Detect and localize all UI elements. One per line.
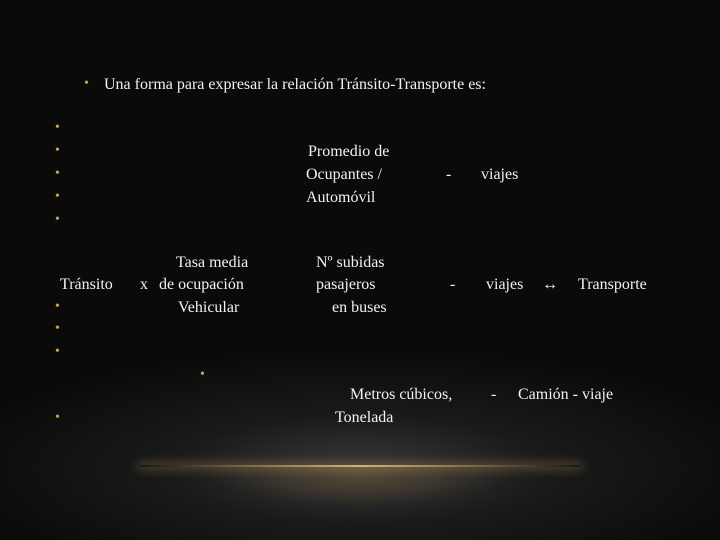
row1-col-line1: Promedio de [308, 143, 390, 160]
bullet-1: • [55, 120, 60, 135]
bullet-3: • [55, 166, 60, 181]
row2-col-line3: en buses [332, 299, 387, 316]
row2-col-line1: Nº subidas [316, 254, 385, 271]
row3-col-line1: Metros cúbicos, [350, 386, 453, 403]
row1-col-line3: Automóvil [306, 189, 376, 206]
row2-result: viajes [486, 276, 524, 293]
decorative-divider [140, 465, 580, 467]
row2-tasa-line2: de ocupación [159, 276, 244, 293]
row2-col-line2: pasajeros [316, 276, 376, 293]
row3-dash: - [491, 386, 497, 403]
row1-col-line2: Ocupantes / [306, 166, 382, 183]
row2-transporte: Transporte [578, 276, 647, 293]
row2-tasa-line1: Tasa media [176, 254, 249, 271]
bidirectional-arrow-icon: ↔ [542, 276, 558, 293]
bullet-10: • [55, 410, 60, 425]
bullet-4: • [55, 189, 60, 204]
row1-result: viajes [481, 166, 519, 183]
decorative-glow [200, 467, 520, 507]
row2-transito: Tránsito [60, 276, 113, 293]
bullet-9: • [200, 367, 205, 382]
row3-result: Camión - viaje [518, 386, 614, 403]
bullet-2: • [55, 143, 60, 158]
bullet-5: • [55, 212, 60, 227]
row3-col-line2: Tonelada [335, 409, 394, 426]
bullet-intro: • [84, 76, 89, 91]
row2-tasa-line3: Vehicular [178, 299, 240, 316]
bullet-8: • [55, 344, 60, 359]
intro-text: Una forma para expresar la relación Tránsito-Transporte es: [104, 76, 486, 93]
row1-dash: - [446, 166, 452, 183]
row2-x: x [140, 276, 148, 293]
row2-dash: - [450, 276, 456, 293]
bullet-7: • [55, 321, 60, 336]
bullet-6: • [55, 299, 60, 314]
